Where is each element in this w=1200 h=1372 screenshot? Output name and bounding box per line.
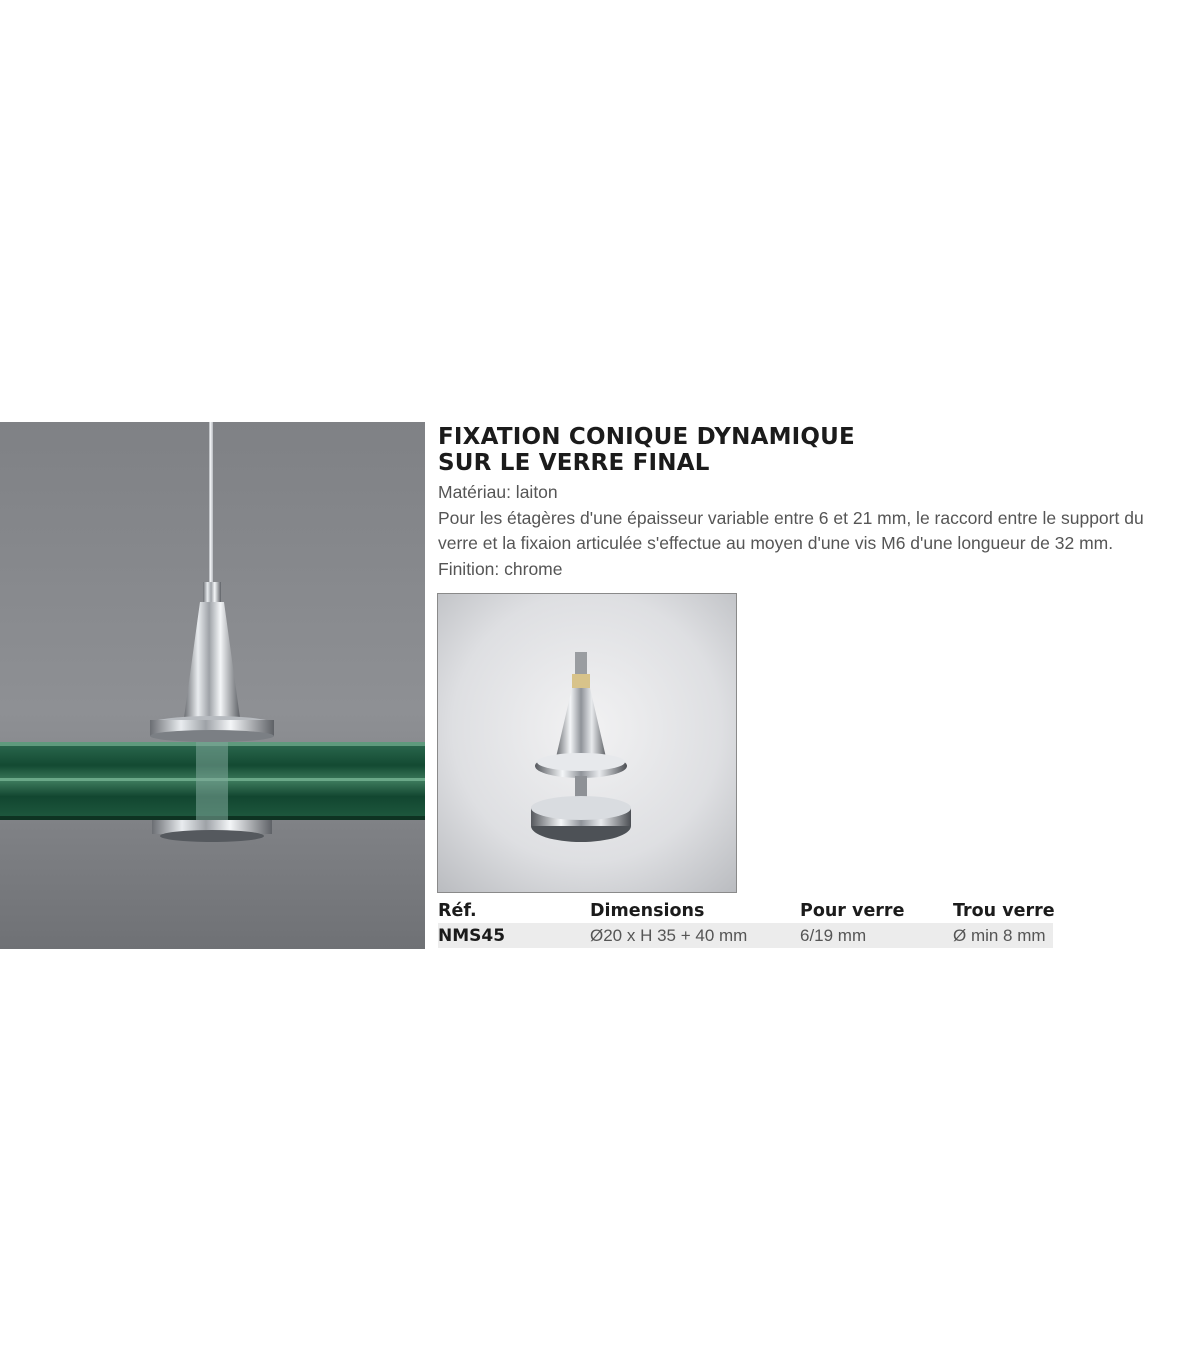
description-line1: Pour les étagères d'une épaisseur variable entre 6 et 21 mm, le raccord entre le support du xyxy=(438,507,1144,528)
product-photo xyxy=(437,593,737,893)
specs-table xyxy=(438,899,1053,948)
description-line2: verre et la fixaion articulée s'effectue au moyen d'une vis M6 d'une longueur de 32 mm. xyxy=(438,533,1114,553)
header-glass: Pour verre xyxy=(800,901,905,921)
specs-header-row xyxy=(438,899,1053,923)
product-title-line2: SUR LE VERRE FINAL xyxy=(438,450,710,476)
finish-text: Finition: chrome xyxy=(438,558,563,579)
product-description xyxy=(438,480,1178,582)
product-title-line1: FIXATION CONIQUE DYNAMIQUE xyxy=(438,424,855,450)
product-title xyxy=(438,424,1178,476)
hero-photo xyxy=(0,422,425,949)
cell-dimensions: Ø20 x H 35 + 40 mm xyxy=(590,926,748,945)
header-hole: Trou verre xyxy=(953,901,1055,921)
product-info xyxy=(438,424,1178,582)
header-dimensions: Dimensions xyxy=(590,901,705,921)
cell-ref: NMS45 xyxy=(438,926,506,946)
cell-hole: Ø min 8 mm xyxy=(953,926,1046,945)
header-ref: Réf. xyxy=(438,901,477,921)
cell-glass: 6/19 mm xyxy=(800,926,867,945)
material-text: Matériau: laiton xyxy=(438,482,558,502)
table-row xyxy=(438,923,1053,948)
